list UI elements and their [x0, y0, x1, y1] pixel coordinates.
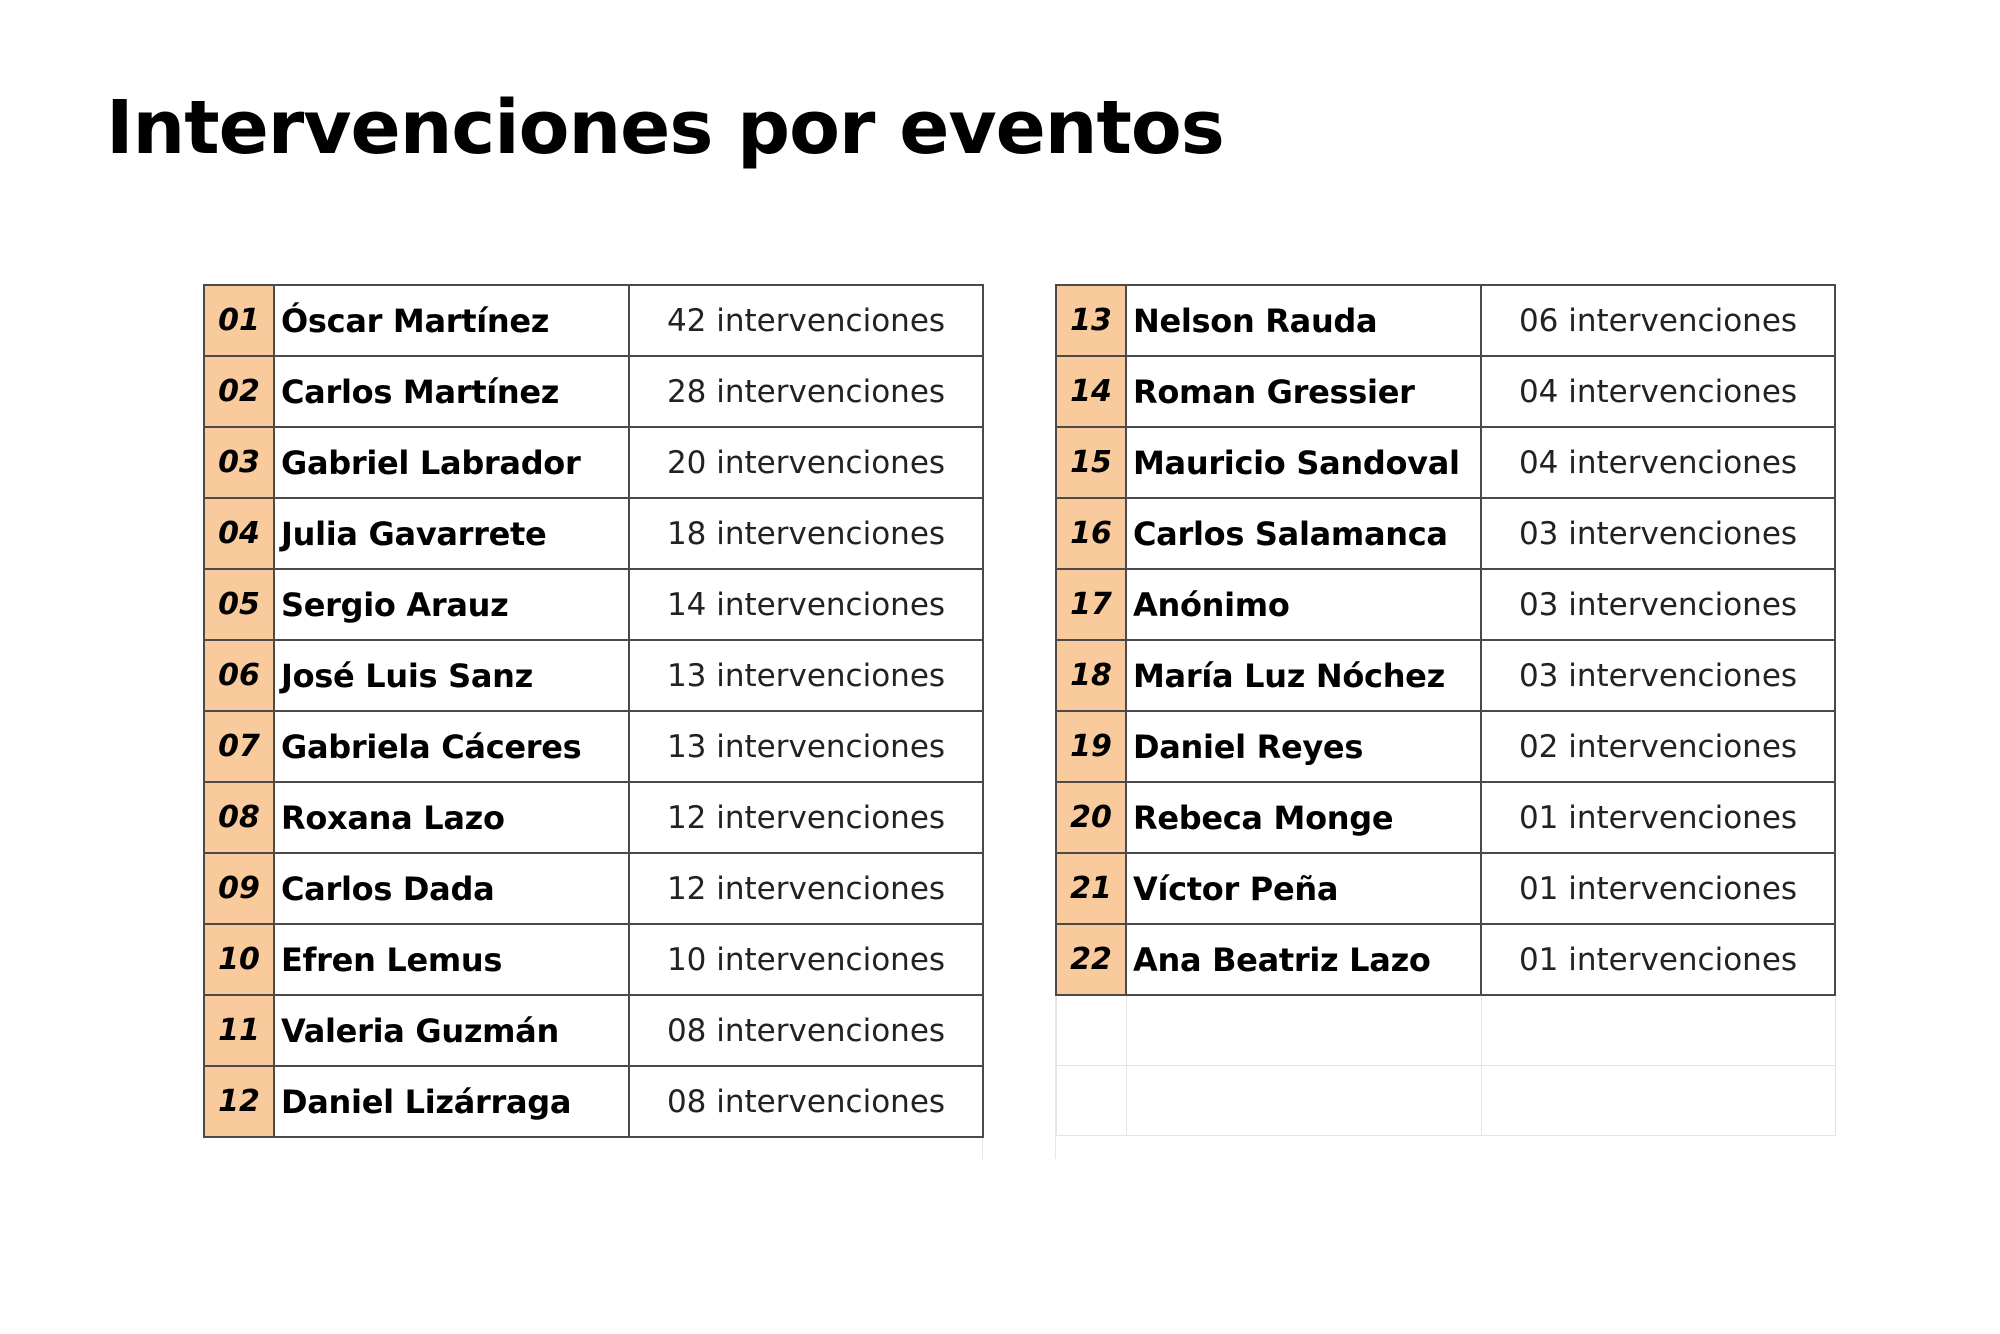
- rank-number: 16: [1056, 498, 1126, 569]
- intervention-count: 08 intervenciones: [629, 995, 983, 1066]
- rank-number: 14: [1056, 356, 1126, 427]
- intervention-count: 14 intervenciones: [629, 569, 983, 640]
- intervention-count: 03 intervenciones: [1481, 498, 1835, 569]
- rank-number: 22: [1056, 924, 1126, 995]
- person-name: Daniel Reyes: [1126, 711, 1481, 782]
- empty-row: [1056, 995, 1835, 1066]
- person-name: José Luis Sanz: [274, 640, 629, 711]
- intervention-count: 13 intervenciones: [629, 640, 983, 711]
- ranking-table-left: [203, 284, 984, 1138]
- person-name: Mauricio Sandoval: [1126, 427, 1481, 498]
- intervention-count: 12 intervenciones: [629, 853, 983, 924]
- table-row: [204, 285, 983, 356]
- table-row: [204, 356, 983, 427]
- person-name: Ana Beatriz Lazo: [1126, 924, 1481, 995]
- intervention-count: 04 intervenciones: [1481, 427, 1835, 498]
- intervention-count: 20 intervenciones: [629, 427, 983, 498]
- intervention-count: 01 intervenciones: [1481, 853, 1835, 924]
- table-row: [1056, 853, 1835, 924]
- rank-number: 20: [1056, 782, 1126, 853]
- table-row: [204, 427, 983, 498]
- person-name: Gabriel Labrador: [274, 427, 629, 498]
- person-name: Efren Lemus: [274, 924, 629, 995]
- person-name: Rebeca Monge: [1126, 782, 1481, 853]
- rank-number: 06: [204, 640, 274, 711]
- empty-cell: [1056, 995, 1126, 1066]
- table-row: [1056, 498, 1835, 569]
- table-row: [1056, 711, 1835, 782]
- empty-cell: [1126, 995, 1481, 1066]
- rank-number: 08: [204, 782, 274, 853]
- intervention-count: 10 intervenciones: [629, 924, 983, 995]
- rank-number: 01: [204, 285, 274, 356]
- intervention-count: 03 intervenciones: [1481, 569, 1835, 640]
- person-name: Carlos Dada: [274, 853, 629, 924]
- rank-number: 15: [1056, 427, 1126, 498]
- table-row: [204, 640, 983, 711]
- table-row: [204, 782, 983, 853]
- rank-number: 05: [204, 569, 274, 640]
- page-title: Intervenciones por eventos: [106, 85, 1224, 171]
- person-name: Gabriela Cáceres: [274, 711, 629, 782]
- person-name: Víctor Peña: [1126, 853, 1481, 924]
- person-name: Daniel Lizárraga: [274, 1066, 629, 1137]
- person-name: Sergio Arauz: [274, 569, 629, 640]
- rank-number: 18: [1056, 640, 1126, 711]
- intervention-count: 01 intervenciones: [1481, 924, 1835, 995]
- table-row: [204, 853, 983, 924]
- rank-number: 03: [204, 427, 274, 498]
- person-name: Valeria Guzmán: [274, 995, 629, 1066]
- empty-cell: [1481, 1066, 1835, 1136]
- rank-number: 17: [1056, 569, 1126, 640]
- rank-number: 21: [1056, 853, 1126, 924]
- intervention-count: 42 intervenciones: [629, 285, 983, 356]
- empty-row: [1056, 1066, 1835, 1136]
- person-name: Julia Gavarrete: [274, 498, 629, 569]
- person-name: Óscar Martínez: [274, 285, 629, 356]
- table-row: [204, 569, 983, 640]
- rank-number: 11: [204, 995, 274, 1066]
- table-row: [1056, 640, 1835, 711]
- rank-number: 02: [204, 356, 274, 427]
- person-name: María Luz Nóchez: [1126, 640, 1481, 711]
- person-name: Nelson Rauda: [1126, 285, 1481, 356]
- intervention-count: 13 intervenciones: [629, 711, 983, 782]
- empty-cell: [1481, 995, 1835, 1066]
- empty-cell: [1126, 1066, 1481, 1136]
- intervention-count: 04 intervenciones: [1481, 356, 1835, 427]
- table-row: [1056, 569, 1835, 640]
- rank-number: 19: [1056, 711, 1126, 782]
- ranking-table-right: [1055, 284, 1836, 1136]
- intervention-count: 03 intervenciones: [1481, 640, 1835, 711]
- intervention-count: 18 intervenciones: [629, 498, 983, 569]
- rank-number: 09: [204, 853, 274, 924]
- person-name: Anónimo: [1126, 569, 1481, 640]
- intervention-count: 01 intervenciones: [1481, 782, 1835, 853]
- rank-number: 13: [1056, 285, 1126, 356]
- table-row: [204, 498, 983, 569]
- rank-number: 07: [204, 711, 274, 782]
- rank-number: 04: [204, 498, 274, 569]
- person-name: Carlos Salamanca: [1126, 498, 1481, 569]
- intervention-count: 28 intervenciones: [629, 356, 983, 427]
- table-row: [1056, 924, 1835, 995]
- table-row: [1056, 285, 1835, 356]
- table-row: [204, 995, 983, 1066]
- intervention-count: 08 intervenciones: [629, 1066, 983, 1137]
- empty-cell: [1056, 1066, 1126, 1136]
- person-name: Roman Gressier: [1126, 356, 1481, 427]
- table-row: [1056, 427, 1835, 498]
- rank-number: 10: [204, 924, 274, 995]
- table-row: [204, 711, 983, 782]
- intervention-count: 12 intervenciones: [629, 782, 983, 853]
- table-row: [1056, 356, 1835, 427]
- person-name: Carlos Martínez: [274, 356, 629, 427]
- person-name: Roxana Lazo: [274, 782, 629, 853]
- table-row: [1056, 782, 1835, 853]
- intervention-count: 06 intervenciones: [1481, 285, 1835, 356]
- intervention-count: 02 intervenciones: [1481, 711, 1835, 782]
- table-row: [204, 1066, 983, 1137]
- rank-number: 12: [204, 1066, 274, 1137]
- table-row: [204, 924, 983, 995]
